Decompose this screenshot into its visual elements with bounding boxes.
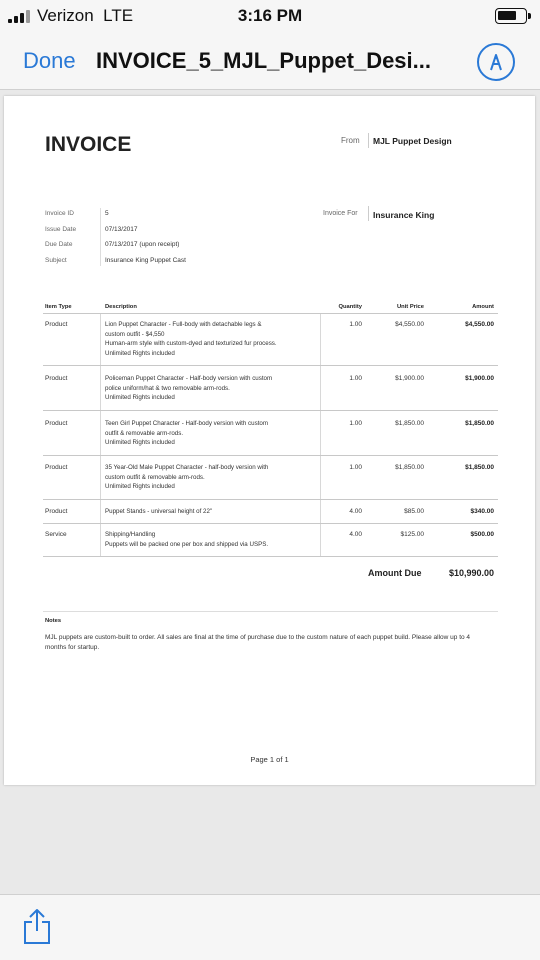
markup-pen-icon bbox=[485, 51, 507, 73]
row-6-amount: $500.00 bbox=[470, 531, 494, 538]
battery-icon bbox=[495, 8, 527, 24]
amount-due-label: Amount Due bbox=[368, 568, 422, 578]
from-value: MJL Puppet Design bbox=[373, 136, 452, 146]
header-item-type: Item Type bbox=[45, 304, 72, 310]
row-4-unit-price: $1,850.00 bbox=[395, 464, 424, 471]
row-3-amount: $1,850.00 bbox=[465, 420, 494, 427]
header-amount: Amount bbox=[472, 304, 494, 310]
row-2-amount: $1,900.00 bbox=[465, 375, 494, 382]
navigation-bar bbox=[0, 32, 540, 90]
row-1-description: Lion Puppet Character - Full-body with detachable legs & custom outfit - $4,550 Human-arm style with custom-dyed and texturized fur process. Unlimited Rights included bbox=[105, 321, 277, 357]
row-5-unit-price: $85.00 bbox=[404, 508, 424, 515]
status-time: 3:16 PM bbox=[237, 6, 303, 25]
row-6-quantity: 4.00 bbox=[349, 531, 362, 538]
row-6-type: Service bbox=[45, 531, 67, 538]
due-date-label: Due Date bbox=[45, 241, 73, 248]
invoice-heading: INVOICE bbox=[45, 133, 132, 156]
notes-title: Notes bbox=[45, 618, 62, 624]
share-button[interactable] bbox=[22, 907, 52, 945]
header-quantity: Quantity bbox=[338, 304, 362, 310]
subject-value: Insurance King Puppet Cast bbox=[105, 257, 186, 264]
invoice-for-label: Invoice For bbox=[323, 210, 358, 217]
invoice-id-value: 5 bbox=[105, 210, 109, 217]
row-5-quantity: 4.00 bbox=[349, 508, 362, 515]
markup-button[interactable] bbox=[477, 43, 515, 81]
row-6-description: Shipping/Handling Puppets will be packed one per box and shipped via USPS. bbox=[105, 531, 269, 548]
invoice-page[interactable] bbox=[4, 96, 535, 785]
row-2-quantity: 1.00 bbox=[349, 375, 362, 382]
row-1-quantity: 1.00 bbox=[349, 321, 362, 328]
row-5-description: Puppet Stands - universal height of 22" bbox=[105, 508, 213, 515]
row-6-unit-price: $125.00 bbox=[400, 531, 424, 538]
row-4-quantity: 1.00 bbox=[349, 464, 362, 471]
row-4-amount: $1,850.00 bbox=[465, 464, 494, 471]
subject-label: Subject bbox=[45, 257, 67, 264]
row-1-amount: $4,550.00 bbox=[465, 321, 494, 328]
issue-date-label: Issue Date bbox=[45, 226, 77, 233]
row-3-unit-price: $1,850.00 bbox=[395, 420, 424, 427]
document-title: INVOICE_5_MJL_Puppet_Desi... bbox=[96, 48, 431, 73]
header-description: Description bbox=[105, 304, 137, 310]
header-unit-price: Unit Price bbox=[396, 304, 424, 310]
row-3-quantity: 1.00 bbox=[349, 420, 362, 427]
status-bar bbox=[0, 0, 540, 32]
row-5-amount: $340.00 bbox=[470, 508, 494, 515]
page-number: Page 1 of 1 bbox=[250, 755, 289, 764]
carrier-name: Verizon bbox=[37, 6, 94, 25]
invoice-for-value: Insurance King bbox=[373, 210, 435, 220]
row-2-type: Product bbox=[45, 375, 68, 382]
notes-text: MJL puppets are custom-built to order. All sales are final at the time of purchase due to the custom nature of each puppet build. Please allow up to 4 months for startup. bbox=[45, 634, 471, 651]
row-3-type: Product bbox=[45, 420, 68, 427]
from-label: From bbox=[341, 136, 360, 145]
network-type: LTE bbox=[103, 6, 134, 25]
row-1-unit-price: $4,550.00 bbox=[395, 321, 424, 328]
row-5-type: Product bbox=[45, 508, 68, 515]
invoice-id-label: Invoice ID bbox=[45, 210, 74, 217]
row-4-description: 35 Year-Old Male Puppet Character - half-body version with custom outfit & removable arm-rods. Unlimited Rights included bbox=[105, 464, 269, 491]
row-1-type: Product bbox=[45, 321, 68, 328]
battery-level bbox=[498, 11, 516, 20]
row-2-unit-price: $1,900.00 bbox=[395, 375, 424, 382]
share-icon bbox=[22, 907, 52, 945]
done-button[interactable]: Done bbox=[23, 48, 76, 73]
row-3-description: Teen Girl Puppet Character - Half-body version with custom outfit & removable arm-rods. Unlimited Rights included bbox=[105, 420, 269, 447]
issue-date-value: 07/13/2017 bbox=[105, 226, 138, 233]
row-2-description: Policeman Puppet Character - Half-body version with custom police uniform/hat & two removable arm-rods. Unlimited Rights included bbox=[105, 375, 273, 402]
bottom-toolbar bbox=[0, 894, 540, 960]
due-date-value: 07/13/2017 (upon receipt) bbox=[105, 241, 180, 248]
amount-due-value: $10,990.00 bbox=[448, 568, 494, 578]
row-4-type: Product bbox=[45, 464, 68, 471]
